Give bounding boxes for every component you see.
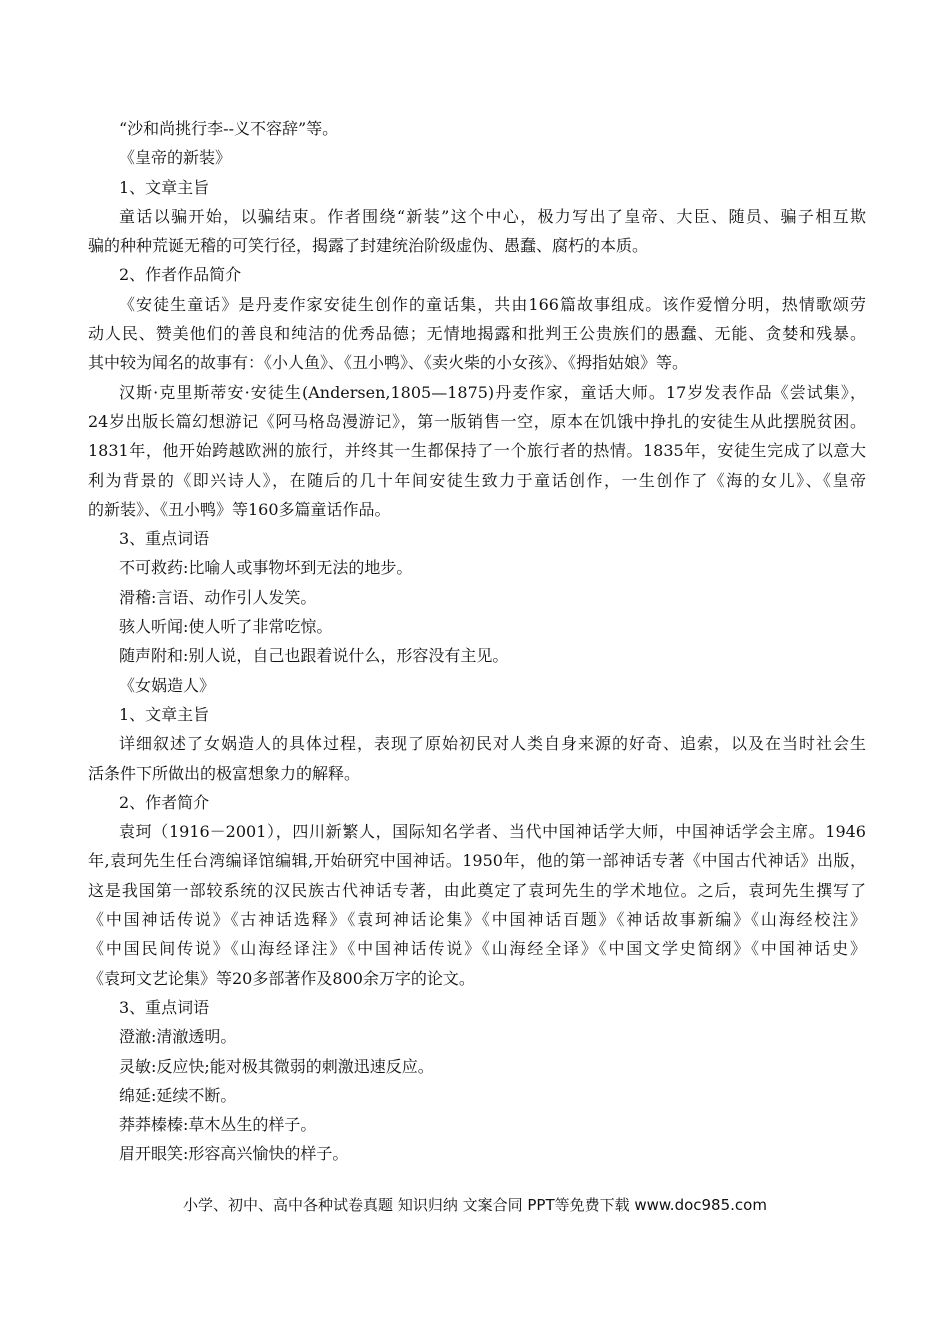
section-title: 《皇帝的新装》 [119, 148, 232, 168]
vocab-item: 不可救药:比喻人或事物坏到无法的地步。 [119, 558, 413, 578]
subheading: 3、重点词语 [119, 997, 210, 1017]
paragraph-line: 1831年，他开始跨越欧洲的旅行，并终其一生都保持了一个旅行者的热情。1835年，安徒生完成了以意大 [88, 441, 866, 461]
paragraph-line: 《中国民间传说》《山海经译注》《中国神话传说》《山海经全译》《中国文学史简纲》《中国神话史》 [88, 939, 866, 959]
vocab-item: 绵延:延续不断。 [119, 1085, 237, 1105]
vocab-item: 灵敏:反应快;能对极其微弱的刺激迅速反应。 [119, 1056, 434, 1076]
paragraph-line: 骗的种种荒诞无稽的可笑行径，揭露了封建统治阶级虚伪、愚蠢、腐朽的本质。 [88, 236, 649, 256]
section-title: 《女娲造人》 [119, 675, 216, 695]
subheading: 2、作者简介 [119, 792, 210, 812]
vocab-item: 滑稽:言语、动作引人发笑。 [119, 587, 317, 607]
subheading: 1、文章主旨 [119, 177, 210, 197]
paragraph-line: 的新装》、《丑小鸭》等160多篇童话作品。 [88, 499, 391, 519]
vocab-item: 眉开眼笑:形容高兴愉快的样子。 [119, 1144, 349, 1164]
paragraph-line: 《中国神话传说》《古神话选释》《袁珂神话论集》《中国神话百题》《神话故事新编》《山海经校注》 [88, 910, 866, 930]
subheading: 2、作者作品简介 [119, 265, 242, 285]
vocab-item: 莽莽榛榛:草木丛生的样子。 [119, 1115, 317, 1135]
paragraph-line: 《袁珂文艺论集》等20多部著作及800余万字的论文。 [88, 968, 475, 988]
paragraph-line: 这是我国第一部较系统的汉民族古代神话专著，由此奠定了袁珂先生的学术地位。之后，袁珂先生撰写了 [88, 880, 866, 900]
vocab-item: 澄澈:清澈透明。 [119, 1027, 237, 1047]
paragraph-line: 详细叙述了女娲造人的具体过程，表现了原始初民对人类自身来源的好奇、追索，以及在当时社会生 [119, 734, 866, 754]
vocab-item: 随声附和:别人说，自己也跟着说什么，形容没有主见。 [119, 646, 509, 666]
paragraph-line: 活条件下所做出的极富想象力的解释。 [88, 763, 361, 783]
subheading: 1、文章主旨 [119, 704, 210, 724]
document-body [88, 114, 866, 1169]
subheading: 3、重点词语 [119, 529, 210, 549]
paragraph-line: 《安徒生童话》是丹麦作家安徒生创作的童话集，共由166篇故事组成。该作爱憎分明，热情歌颂劳 [119, 294, 866, 314]
paragraph-line: 年,袁珂先生任台湾编译馆编辑,开始研究中国神话。1950年，他的第一部神话专著《中国古代神话》出版， [88, 851, 866, 871]
footer-banner: 小学、初中、高中各种试卷真题 知识归纳 文案合同 PPT等免费下载 www.doc985.com [183, 1196, 767, 1214]
paragraph-line: 24岁出版长篇幻想游记《阿马格岛漫游记》，第一版销售一空，原本在饥饿中挣扎的安徒生从此摆脱贫困。 [88, 411, 866, 431]
paragraph-line: 利为背景的《即兴诗人》，在随后的几十年间安徒生致力于童话创作，一生创作了《海的女儿》、《皇帝 [88, 470, 866, 490]
quote-line: “沙和尚挑行李--义不容辞”等。 [119, 119, 339, 138]
paragraph-line: 汉斯·克里斯蒂安·安徒生(Andersen,1805—1875)丹麦作家，童话大师。17岁发表作品《尝试集》， [119, 382, 866, 402]
vocab-item: 骇人听闻:使人听了非常吃惊。 [119, 617, 333, 637]
paragraph-line: 动人民、赞美他们的善良和纯洁的优秀品德；无情地揭露和批判王公贵族们的愚蠢、无能、贪婪和残暴。 [88, 324, 866, 344]
paragraph-line: 其中较为闻名的故事有：《小人鱼》、《丑小鸭》、《卖火柴的小女孩》、《拇指姑娘》等。 [88, 353, 689, 373]
paragraph-line: 袁珂（1916－2001），四川新繁人，国际知名学者、当代中国神话学大师，中国神话学会主席。1946 [119, 822, 866, 842]
paragraph-line: 童话以骗开始，以骗结束。作者围绕“新装”这个中心，极力写出了皇帝、大臣、随员、骗子相互欺 [119, 206, 866, 226]
